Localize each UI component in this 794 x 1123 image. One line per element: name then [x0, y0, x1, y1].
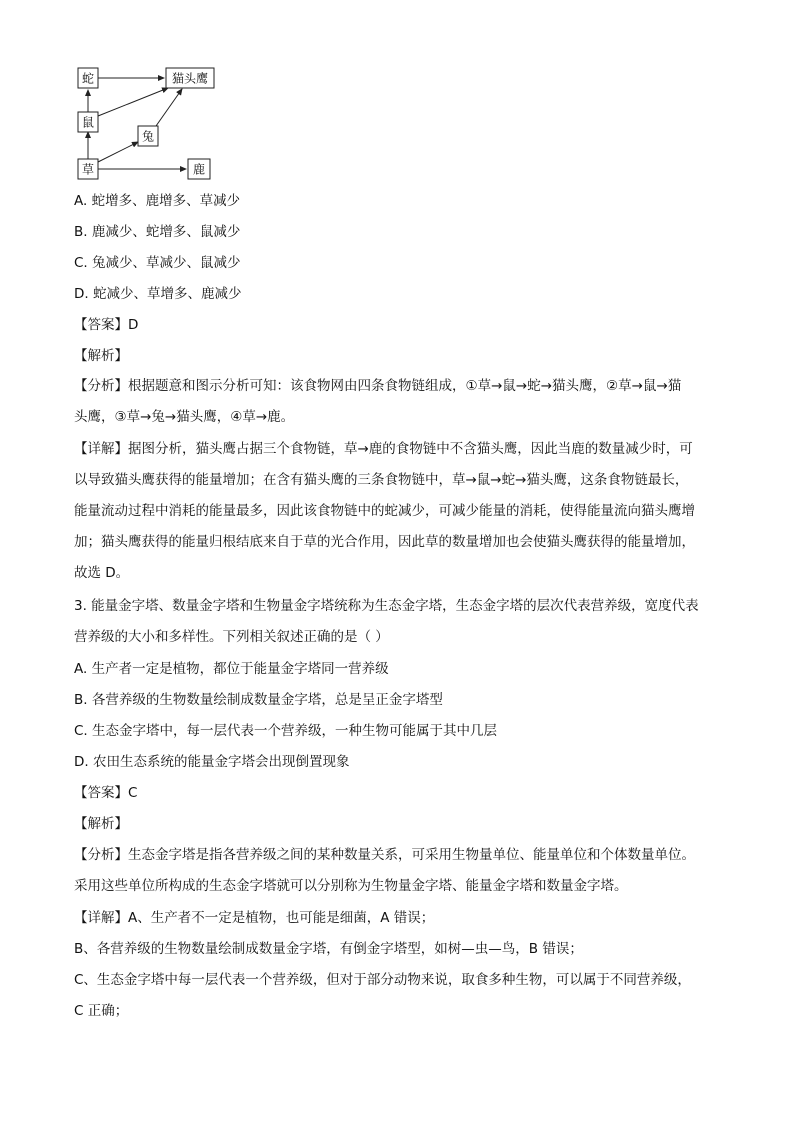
node-grass-label: 草: [81, 162, 95, 177]
q2-option-c: C. 兔减少、草减少、鼠减少: [74, 255, 241, 271]
q3-stem-line: 营养级的大小和多样性。下列相关叙述正确的是（ ）: [74, 629, 389, 645]
node-rabbit-label: 兔: [141, 129, 155, 144]
q3-stem-line: 3. 能量金字塔、数量金字塔和生物量金字塔统称为生态金字塔，生态金字塔的层次代表营养级，宽度代表: [74, 598, 699, 614]
node-mouse-label: 鼠: [81, 115, 95, 130]
q3-detail-line: C、生态金字塔中每一层代表一个营养级，但对于部分动物来说，取食多种生物，可以属于不同营养级，: [74, 972, 691, 988]
node-snake-label: 蛇: [81, 71, 95, 86]
q2-analysis-line: 头鹰，③草→兔→猫头鹰，④草→鹿。: [74, 409, 295, 425]
q2-analysis: [74, 371, 724, 433]
node-deer-label: 鹿: [192, 162, 206, 177]
q2-analysis-line: 【分析】根据题意和图示分析可知：该食物网由四条食物链组成，①草→鼠→蛇→猫头鹰，②草→鼠→猫: [74, 378, 682, 394]
food-web-svg: [72, 62, 222, 182]
q3-detail: [74, 903, 724, 1027]
q3-detail-line: 【详解】A、生产者不一定是植物，也可能是细菌，A 错误；: [74, 910, 435, 926]
q2-detail-line: 故选 D。: [74, 565, 130, 581]
arrow-grass-rabbit: [98, 142, 138, 162]
q2-detail-line: 加；猫头鹰获得的能量归根结底来自于草的光合作用，因此草的数量增加也会使猫头鹰获得的能量增加，: [74, 534, 695, 550]
food-web-diagram: [72, 62, 222, 182]
q3-analysis-label: 【解析】: [74, 816, 128, 832]
q2-detail-line: 能量流动过程中消耗的能量最多，因此该食物链中的蛇减少，可减少能量的消耗，使得能量流向猫头鹰增: [74, 503, 695, 519]
node-owl-label: 猫头鹰: [171, 71, 209, 86]
q3-detail-line: B、各营养级的生物数量绘制成数量金字塔，有倒金字塔型，如树—虫—鸟，B 错误；: [74, 941, 583, 957]
q3-stem: [74, 591, 724, 653]
q2-detail: [74, 434, 724, 589]
q2-answer: 【答案】D: [74, 317, 139, 333]
q3-option-b: B. 各营养级的生物数量绘制成数量金字塔，总是呈正金字塔型: [74, 692, 443, 708]
q3-analysis-line: 采用这些单位所构成的生态金字塔就可以分别称为生物量金字塔、能量金字塔和数量金字塔。: [74, 878, 628, 894]
q2-detail-line: 【详解】据图分析，猫头鹰占据三个食物链，草→鹿的食物链中不含猫头鹰，因此当鹿的数量减少时，可: [74, 441, 693, 457]
q3-detail-line: C 正确；: [74, 1003, 129, 1019]
q3-answer: 【答案】C: [74, 785, 138, 801]
q2-detail-line: 以导致猫头鹰获得的能量增加；在含有猫头鹰的三条食物链中，草→鼠→蛇→猫头鹰，这条食物链最长，: [74, 472, 689, 488]
arrow-mouse-owl: [98, 88, 168, 116]
q3-analysis-line: 【分析】生态金字塔是指各营养级之间的某种数量关系，可采用生物量单位、能量单位和个体数量单位。: [74, 847, 695, 863]
q2-analysis-label: 【解析】: [74, 348, 128, 364]
q2-option-b: B. 鹿减少、蛇增多、鼠减少: [74, 224, 241, 240]
q3-analysis: [74, 840, 724, 902]
arrow-rabbit-owl: [156, 89, 182, 126]
q2-option-a: A. 蛇增多、鹿增多、草减少: [74, 193, 241, 209]
q3-option-c: C. 生态金字塔中，每一层代表一个营养级，一种生物可能属于其中几层: [74, 723, 498, 739]
q2-option-d: D. 蛇减少、草增多、鹿减少: [74, 286, 242, 302]
q3-option-d: D. 农田生态系统的能量金字塔会出现倒置现象: [74, 754, 350, 770]
q3-option-a: A. 生产者一定是植物，都位于能量金字塔同一营养级: [74, 661, 389, 677]
